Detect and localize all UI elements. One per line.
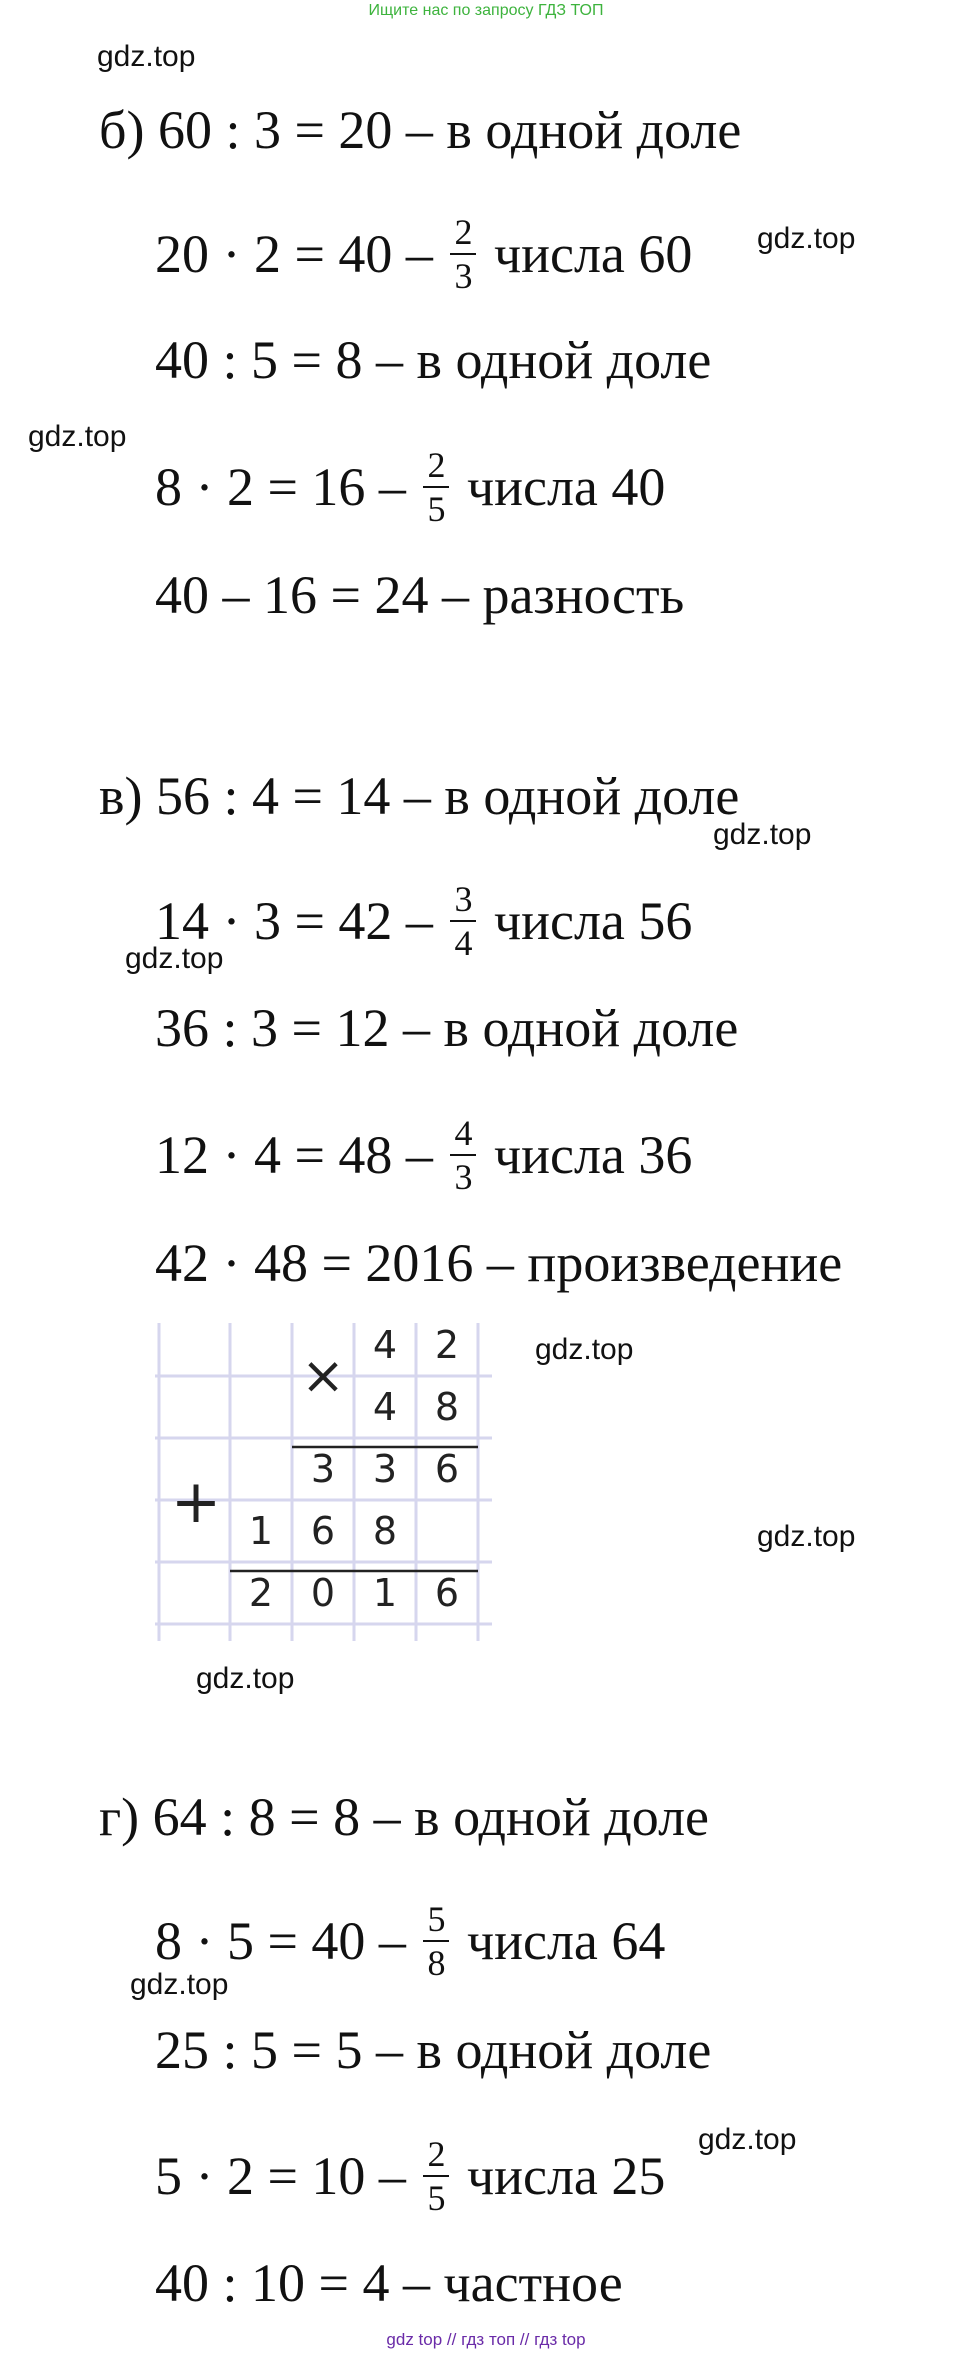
section-b-line-3: 40 : 5 = 8 – в одной доле <box>155 330 712 390</box>
digit: 8 <box>434 1385 460 1429</box>
fraction <box>423 2135 449 2217</box>
section-b-line-4 <box>155 446 665 528</box>
expression: 12 · 4 = 48 – <box>155 1125 447 1185</box>
fraction <box>423 1900 449 1982</box>
watermark: gdz.top <box>698 2123 797 2156</box>
section-b-line-1: б) 60 : 3 = 20 – в одной доле <box>99 100 742 160</box>
numerator: 2 <box>454 212 473 252</box>
numerator: 5 <box>427 1899 446 1939</box>
denominator: 5 <box>427 2178 446 2218</box>
fraction-bar <box>450 920 476 922</box>
numerator: 4 <box>454 1113 473 1153</box>
expression-tail: числа 56 <box>480 891 693 951</box>
digit: 1 <box>248 1509 274 1553</box>
fraction <box>450 880 476 962</box>
digit: 2 <box>434 1323 460 1367</box>
digit: 8 <box>372 1509 398 1553</box>
denominator: 8 <box>427 1943 446 1983</box>
expression: 5 · 2 = 10 – <box>155 2146 420 2206</box>
expression-tail: числа 60 <box>480 224 693 284</box>
digit: 0 <box>310 1571 336 1615</box>
watermark: gdz.top <box>28 420 127 453</box>
denominator: 4 <box>454 923 473 963</box>
digit: 4 <box>372 1385 398 1429</box>
fraction-bar <box>450 253 476 255</box>
fraction-bar <box>423 486 449 488</box>
numerator: 3 <box>454 879 473 919</box>
section-v-line-3: 36 : 3 = 12 – в одной доле <box>155 998 739 1058</box>
watermark: gdz.top <box>757 222 856 255</box>
digit: 2 <box>248 1571 274 1615</box>
section-g-line-2 <box>155 1900 665 1982</box>
fraction <box>450 1114 476 1196</box>
footer-links[interactable]: gdz top // гдз топ // гдз top <box>386 2330 586 2349</box>
section-g-line-3: 25 : 5 = 5 – в одной доле <box>155 2020 712 2080</box>
column-multiplication <box>155 1323 492 1641</box>
digit: 4 <box>372 1323 398 1367</box>
section-g-line-1: г) 64 : 8 = 8 – в одной доле <box>99 1787 709 1847</box>
expression-tail: числа 25 <box>453 2146 666 2206</box>
expression-tail: числа 36 <box>480 1125 693 1185</box>
multiply-sign: × <box>301 1346 345 1406</box>
digit: 6 <box>310 1509 336 1553</box>
section-v-line-4 <box>155 1114 692 1196</box>
section-b-line-5: 40 – 16 = 24 – разность <box>155 565 685 625</box>
fraction <box>423 446 449 528</box>
digit: 3 <box>310 1447 336 1491</box>
section-v-line-2 <box>155 880 692 962</box>
fraction-bar <box>423 2175 449 2177</box>
plus-sign: + <box>170 1467 222 1537</box>
expression-tail: числа 64 <box>453 1911 666 1971</box>
section-v-line-5: 42 · 48 = 2016 – произведение <box>155 1233 843 1293</box>
fraction-bar <box>423 1940 449 1942</box>
watermark: gdz.top <box>713 818 812 851</box>
expression: 14 · 3 = 42 – <box>155 891 447 951</box>
denominator: 5 <box>427 489 446 529</box>
watermark: gdz.top <box>196 1662 295 1695</box>
watermark: gdz.top <box>535 1333 634 1366</box>
numerator: 2 <box>427 445 446 485</box>
expression-tail: числа 40 <box>453 457 666 517</box>
watermark: gdz.top <box>125 942 224 975</box>
fraction-bar <box>450 1154 476 1156</box>
watermark: gdz.top <box>97 40 196 73</box>
section-b-line-2 <box>155 213 692 295</box>
watermark: gdz.top <box>130 1968 229 2001</box>
expression: 20 · 2 = 40 – <box>155 224 447 284</box>
top-banner[interactable]: Ищите нас по запросу ГДЗ ТОП <box>368 2 604 19</box>
section-g-line-5: 40 : 10 = 4 – частное <box>155 2253 623 2313</box>
watermark: gdz.top <box>757 1520 856 1553</box>
fraction <box>450 213 476 295</box>
numerator: 2 <box>427 2134 446 2174</box>
digit: 6 <box>434 1571 460 1615</box>
digit: 3 <box>372 1447 398 1491</box>
digit: 1 <box>372 1571 398 1615</box>
expression: 8 · 2 = 16 – <box>155 457 420 517</box>
section-g-line-4 <box>155 2135 665 2217</box>
denominator: 3 <box>454 256 473 296</box>
section-v-line-1: в) 56 : 4 = 14 – в одной доле <box>99 766 740 826</box>
expression: 8 · 5 = 40 – <box>155 1911 420 1971</box>
digit: 6 <box>434 1447 460 1491</box>
denominator: 3 <box>454 1157 473 1197</box>
